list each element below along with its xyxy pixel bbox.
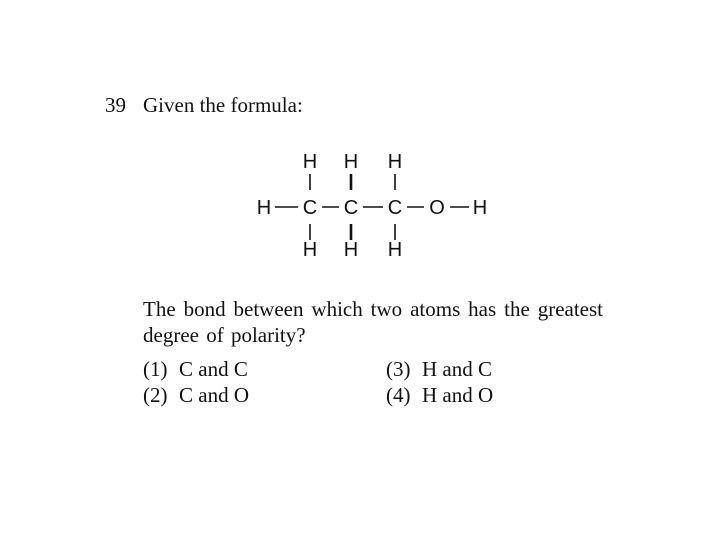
formula-top-h-2: H [343,151,359,173]
formula-bottom-h-2: H [343,239,359,261]
formula-carbon-1: C [302,197,318,219]
structural-formula [240,140,520,270]
formula-oxygen: O [429,197,445,219]
structural-formula-svg [240,140,520,270]
choice-4[interactable] [386,382,493,408]
formula-right-h: H [472,197,488,219]
choice-4-tag: (4) [386,383,411,407]
choice-1[interactable] [143,356,248,382]
formula-top-h-1: H [302,151,318,173]
choice-2-tag: (2) [143,383,168,407]
choice-4-text: H and O [422,383,494,407]
formula-carbon-2: C [343,197,359,219]
formula-bottom-h-3: H [387,239,403,261]
choice-3-text: H and C [422,357,492,381]
choice-1-text: C and C [179,357,248,381]
choice-3-tag: (3) [386,357,411,381]
choice-2[interactable] [143,382,249,408]
choice-1-tag: (1) [143,357,168,381]
question-prompt: The bond between which two atoms has the greatest degree of polarity? [143,297,603,347]
formula-bottom-h-1: H [302,239,318,261]
choice-3[interactable] [386,356,492,382]
question-stem: Given the formula: [143,93,303,117]
question-header [105,92,303,118]
formula-left-h: H [256,197,272,219]
question-number: 39 [105,93,126,117]
choice-2-text: C and O [179,383,249,407]
formula-top-h-3: H [387,151,403,173]
formula-carbon-3: C [387,197,403,219]
